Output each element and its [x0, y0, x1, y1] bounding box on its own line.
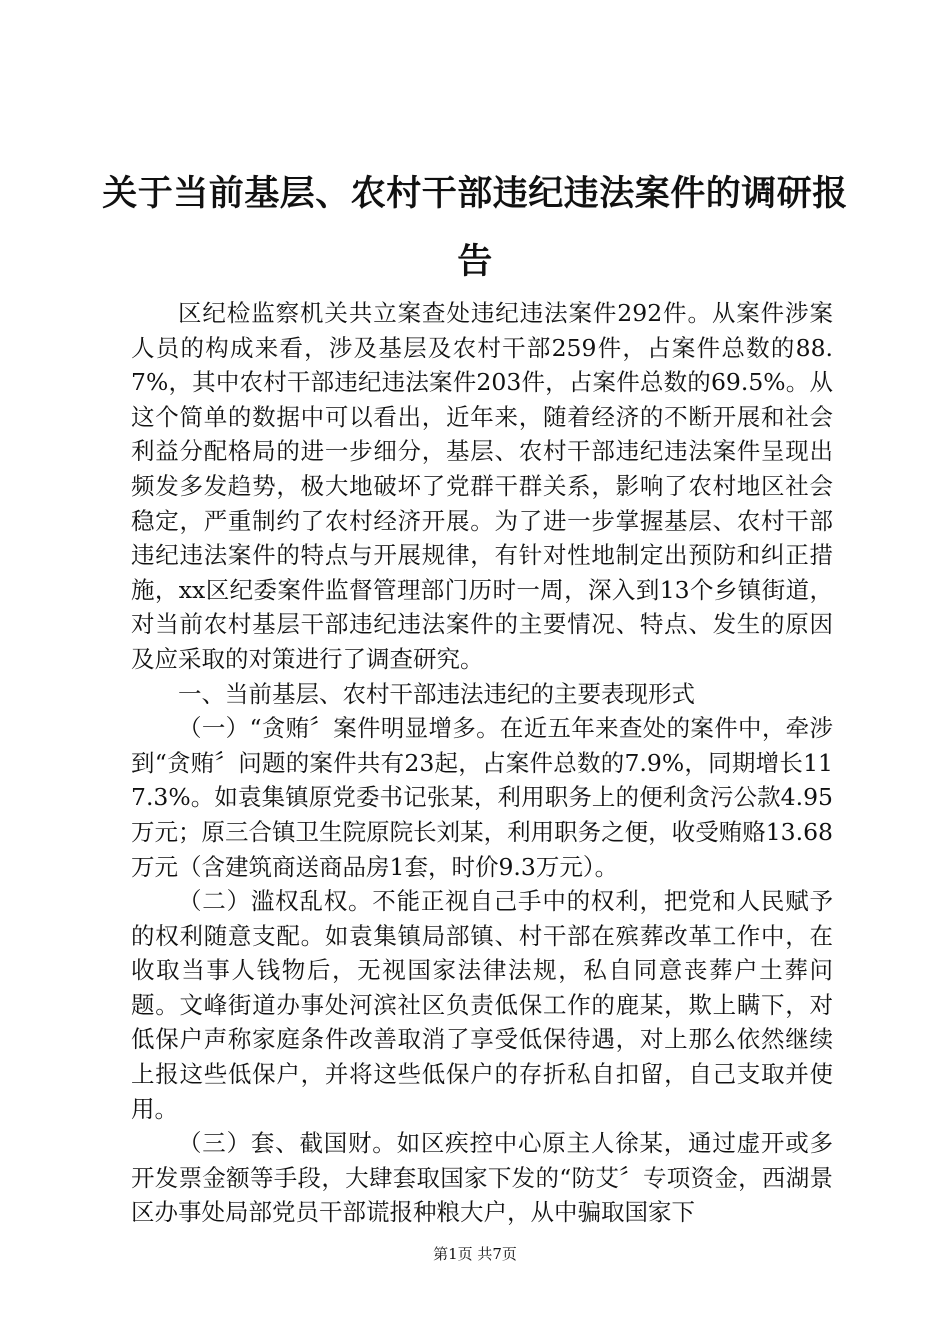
- paragraph-item-2: （二）滥权乱权。不能正视自己手中的权利，把党和人民赋予的权利随意支配。如袁集镇局部镇、村干部在殡葬改革工作中，在收取当事人钱物后，无视国家法律法规，私自同意丧葬户土葬问题。文峰街道办事处河滨社区负责低保工作的鹿某，欺上瞒下，对低保户声称家庭条件改善取消了享受低保待遇，对上那么依然继续上报这些低保户，并将这些低保户的存折私自扣留，自己支取并使用。: [131, 887, 833, 1123]
- paragraph-intro: 区纪检监察机关共立案查处违纪违法案件292件。从案件涉案人员的构成来看，涉及基层及农村干部259件，占案件总数的88.7%，其中农村干部违纪违法案件203件，占案件总数的69.5%。从这个简单的数据中可以看出，近年来，随着经济的不断开展和社会利益分配格局的进一步细分，基层、农村干部违纪违法案件呈现出频发多发趋势，极大地破坏了党群干群关系，影响了农村地区社会稳定，严重制约了农村经济开展。为了进一步掌握基层、农村干部违纪违法案件的特点与开展规律，有针对性地制定出预防和纠正措施，xx区纪委案件监督管理部门历时一周，深入到13个乡镇街道，对当前农村基层干部违纪违法案件的主要情况、特点、发生的原因及应采取的对策进行了调查研究。: [131, 299, 833, 673]
- document-title: 关于当前基层、农村干部违纪违法案件的调研报告: [102, 174, 848, 282]
- paragraph-item-3: （三）套、截国财。如区疾控中心原主人徐某，通过虚开或多开发票金额等手段，大肆套取国家下发的“防艾〞专项资金，西湖景区办事处局部党员干部谎报种粮大户，从中骗取国家下: [131, 1129, 833, 1227]
- section-heading: 一、当前基层、农村干部违法违纪的主要表现形式: [178, 679, 695, 708]
- document-body: [131, 296, 833, 1230]
- page-number-footer: 第1页 共7页: [433, 1245, 517, 1263]
- paragraph-item-1: （一）“贪贿〞案件明显增多。在近五年来查处的案件中，牵涉到“贪贿〞问题的案件共有23起，占案件总数的7.9%，同期增长117.3%。如袁集镇原党委书记张某，利用职务上的便利贪污公款4.95万元；原三合镇卫生院原院长刘某，利用职务之便，收受贿赂13.68万元（含建筑商送商品房1套，时价9.3万元）。: [131, 714, 833, 881]
